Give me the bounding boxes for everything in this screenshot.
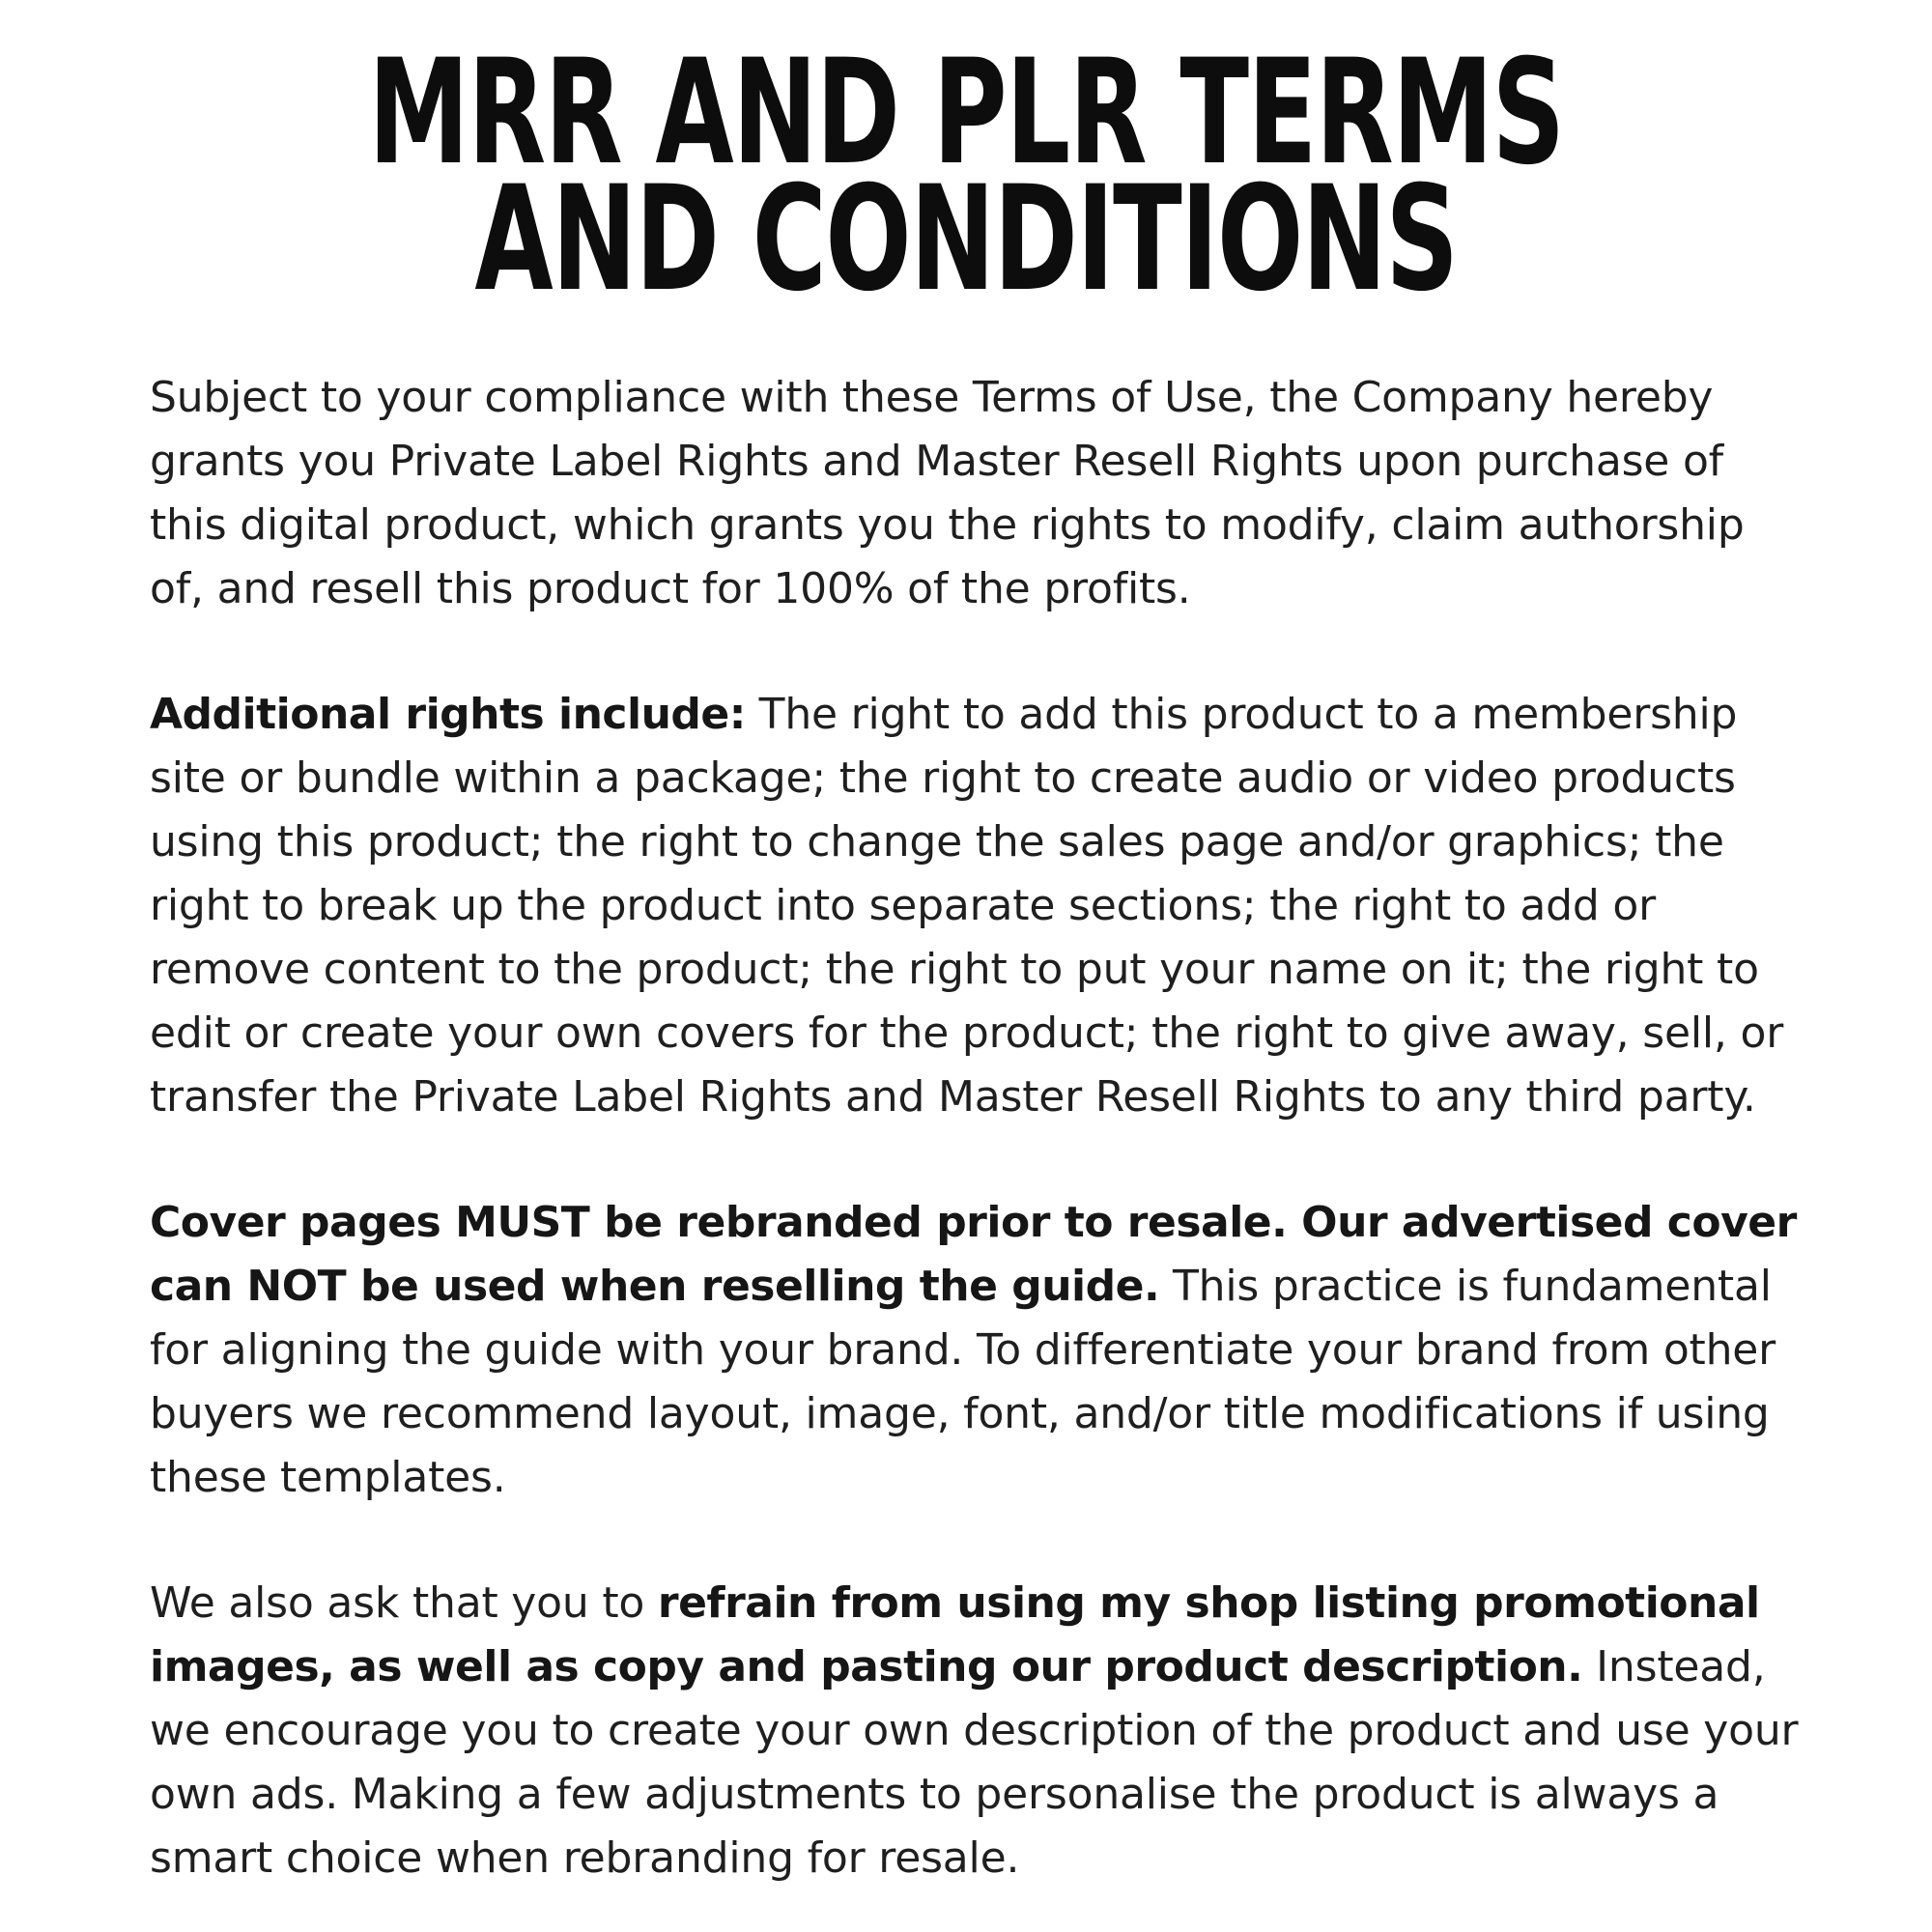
- promo-images-bold-mid: refrain from using my shop listing promotional images, as well as copy and pasting our product description.: [150, 1578, 1760, 1691]
- page-title-line-1: MRR AND PLR TERMS: [368, 29, 1564, 197]
- paragraph-promo-images: [150, 1572, 1804, 1890]
- grant-of-rights-text: Subject to your compliance with these Terms of Use, the Company hereby grants you Private Label Rights and Master Resell Rights upon purchase of this digital product, which grants you the rights to modify, claim authorship of, and resell this product for 100% of the profits.: [150, 373, 1745, 613]
- paragraph-grant-of-rights: [150, 366, 1804, 621]
- page-title: [290, 29, 1642, 324]
- paragraph-additional-rights: [150, 683, 1804, 1129]
- additional-rights-bold-lead: Additional rights include:: [150, 690, 746, 739]
- cover-rebranding-bold-lead: Cover pages MUST be rebranded prior to resale. Our advertised cover can NOT be used when reselling the guide.: [150, 1198, 1797, 1311]
- page-title-line-2: AND CONDITIONS: [474, 155, 1458, 324]
- promo-images-lead-text: We also ask that you to: [150, 1578, 658, 1628]
- promo-images-tail-text: Instead, we encourage you to create your own description of the product and use your own ads. Making a few adjustments to personalise the product is always a smart choice when rebranding for resale.: [150, 1642, 1799, 1883]
- cover-rebranding-text: This practice is fundamental for aligning the guide with your brand. To differentiate your brand from other buyers we recommend layout, image, font, and/or title modifications if using these templates.: [150, 1262, 1776, 1502]
- paragraph-cover-rebranding: [150, 1191, 1804, 1510]
- terms-body: [150, 366, 1804, 1890]
- additional-rights-text: The right to add this product to a membership site or bundle within a package; the right to create audio or video products using this product; the right to change the sales page and/or graphics; the right to break up the product into separate sections; the right to add or remove content to the product; the right to put your name on it; the right to edit or create your own covers for the product; the right to give away, sell, or transfer the Private Label Rights and Master Resell Rights to any third party.: [150, 690, 1784, 1122]
